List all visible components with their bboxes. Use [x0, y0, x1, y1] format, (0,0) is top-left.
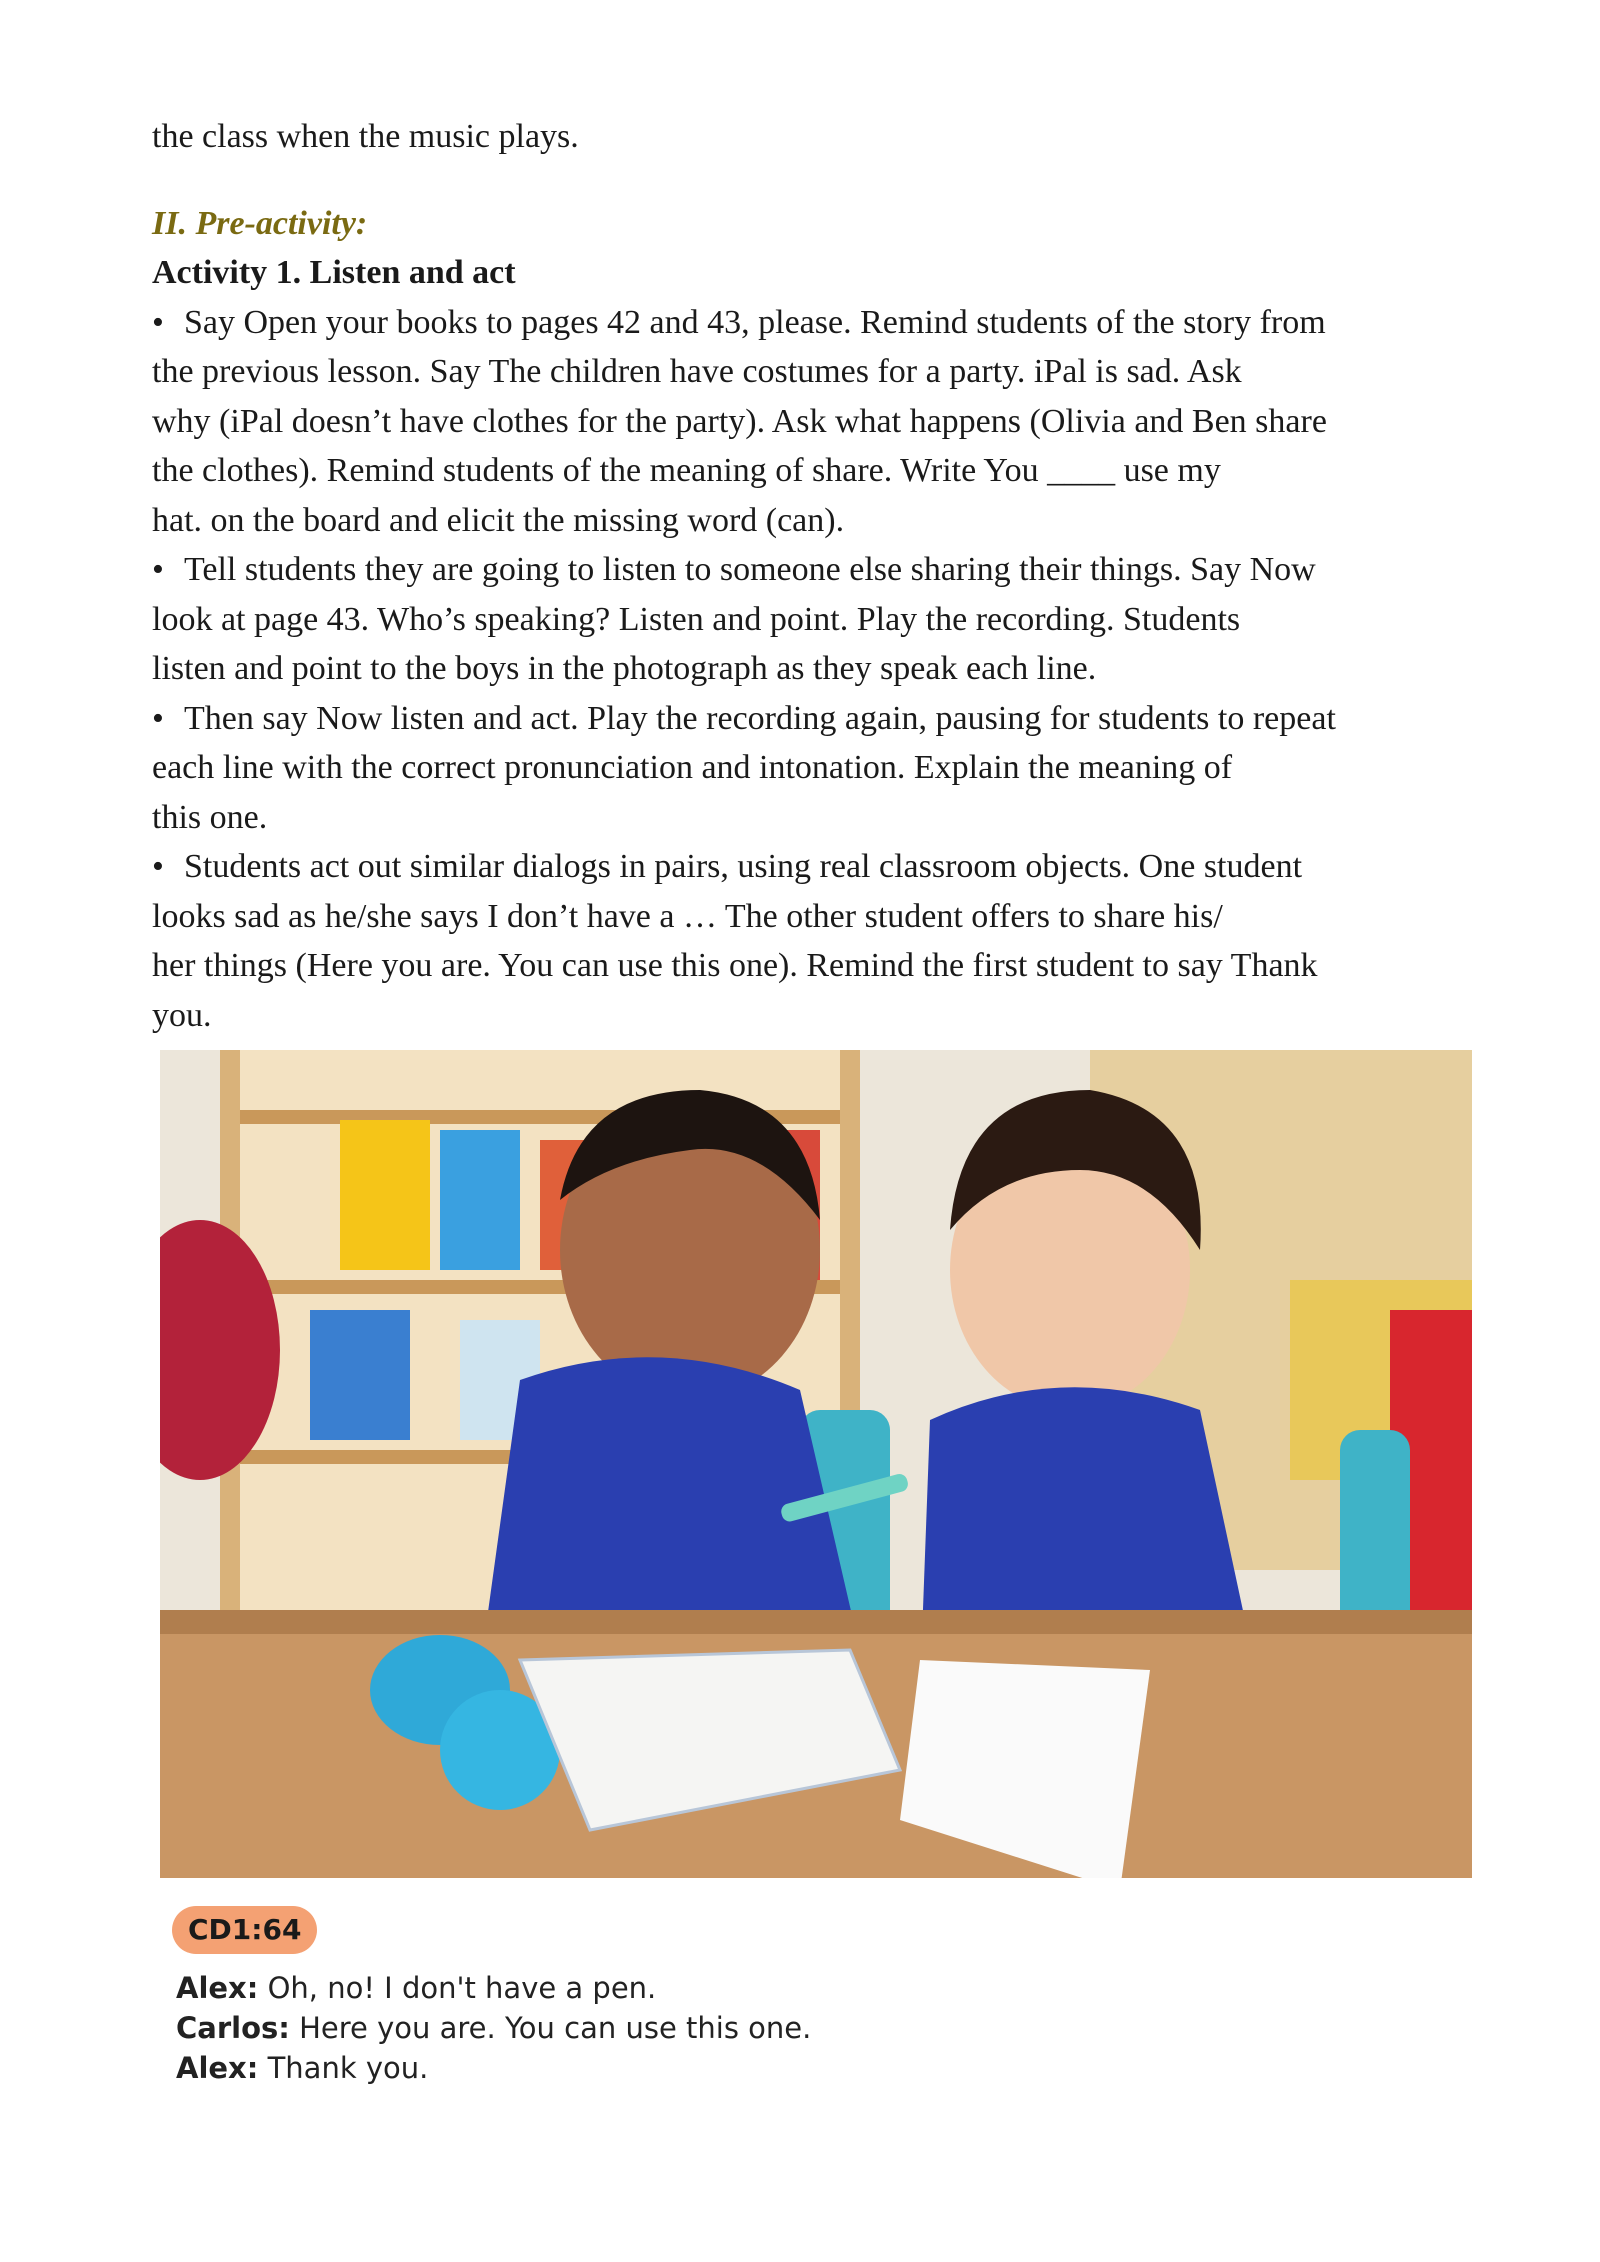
dialog-line [176, 2008, 811, 2048]
classroom-photo-illustration [160, 1050, 1472, 1878]
bullet-mark: • [152, 848, 164, 885]
body-line [152, 496, 1452, 546]
audio-track-badge: CD1:64 [172, 1906, 317, 1954]
body-line [152, 397, 1452, 447]
line-text: the clothes). Remind students of the meaning of share. Write You ____ use my [152, 452, 1221, 489]
body-line [152, 347, 1452, 397]
line-text: Students act out similar dialogs in pairs, using real classroom objects. One student [184, 848, 1303, 885]
body-line [152, 743, 1452, 793]
line-text: hat. on the board and elicit the missing word (can). [152, 501, 845, 539]
bullet-line [152, 298, 1452, 348]
body-line [152, 892, 1452, 942]
dialog-line [176, 2048, 811, 2088]
body-line [152, 595, 1452, 645]
dialog-transcript [176, 1968, 811, 2088]
line-text: her things (Here you are. You can use this one). Remind the first student to say Thank [152, 947, 1318, 984]
section-heading: II. Pre-activity: [152, 204, 368, 242]
bullet-line [152, 842, 1452, 892]
dialog-line [176, 1968, 811, 2008]
dialog-text: Thank you. [267, 2051, 429, 2085]
line-text: looks sad as he/she says I don’t have a … The other student offers to share his/ [152, 897, 1223, 935]
line-text: listen and point to the boys in the photograph as they speak each line. [152, 650, 1097, 687]
document-page [152, 112, 1452, 1040]
dialog-text: Oh, no! I don't have a pen. [267, 1971, 657, 2005]
line-text: each line with the correct pronunciation and intonation. Explain the meaning of [152, 749, 1233, 786]
line-text: this one. [152, 798, 268, 836]
line-text: the previous lesson. Say The children have costumes for a party. iPal is sad. Ask [152, 353, 1242, 390]
bullet-line [152, 694, 1452, 744]
classroom-photo [160, 1050, 1472, 1878]
bullet-line [152, 545, 1452, 595]
dialog-speaker: Alex: [176, 1971, 259, 2005]
bullet-mark: • [152, 303, 164, 341]
line-text: Say Open your books to pages 42 and 43, please. Remind students of the story from [184, 303, 1326, 341]
line-text: why (iPal doesn’t have clothes for the party). Ask what happens (Olivia and Ben share [152, 402, 1327, 440]
body-line [152, 793, 1452, 843]
line-text: Then say Now listen and act. Play the recording again, pausing for students to repeat [184, 699, 1336, 737]
bullet-mark: • [152, 699, 164, 737]
dialog-speaker: Alex: [176, 2051, 259, 2085]
line-text: look at page 43. Who’s speaking? Listen and point. Play the recording. Students [152, 600, 1241, 638]
dialog-speaker: Carlos: [176, 2011, 290, 2045]
body-line [152, 446, 1452, 496]
line-text: Tell students they are going to listen to someone else sharing their things. Say Now [184, 551, 1316, 588]
body-line [152, 991, 1452, 1041]
body-line [152, 644, 1452, 694]
body-line [152, 941, 1452, 991]
intro-line: the class when the music plays. [152, 118, 579, 155]
activity-heading: Activity 1. Listen and act [152, 254, 516, 291]
line-text: you. [152, 996, 212, 1034]
dialog-text: Here you are. You can use this one. [299, 2011, 812, 2045]
instruction-body [152, 298, 1452, 1041]
bullet-mark: • [152, 551, 164, 588]
